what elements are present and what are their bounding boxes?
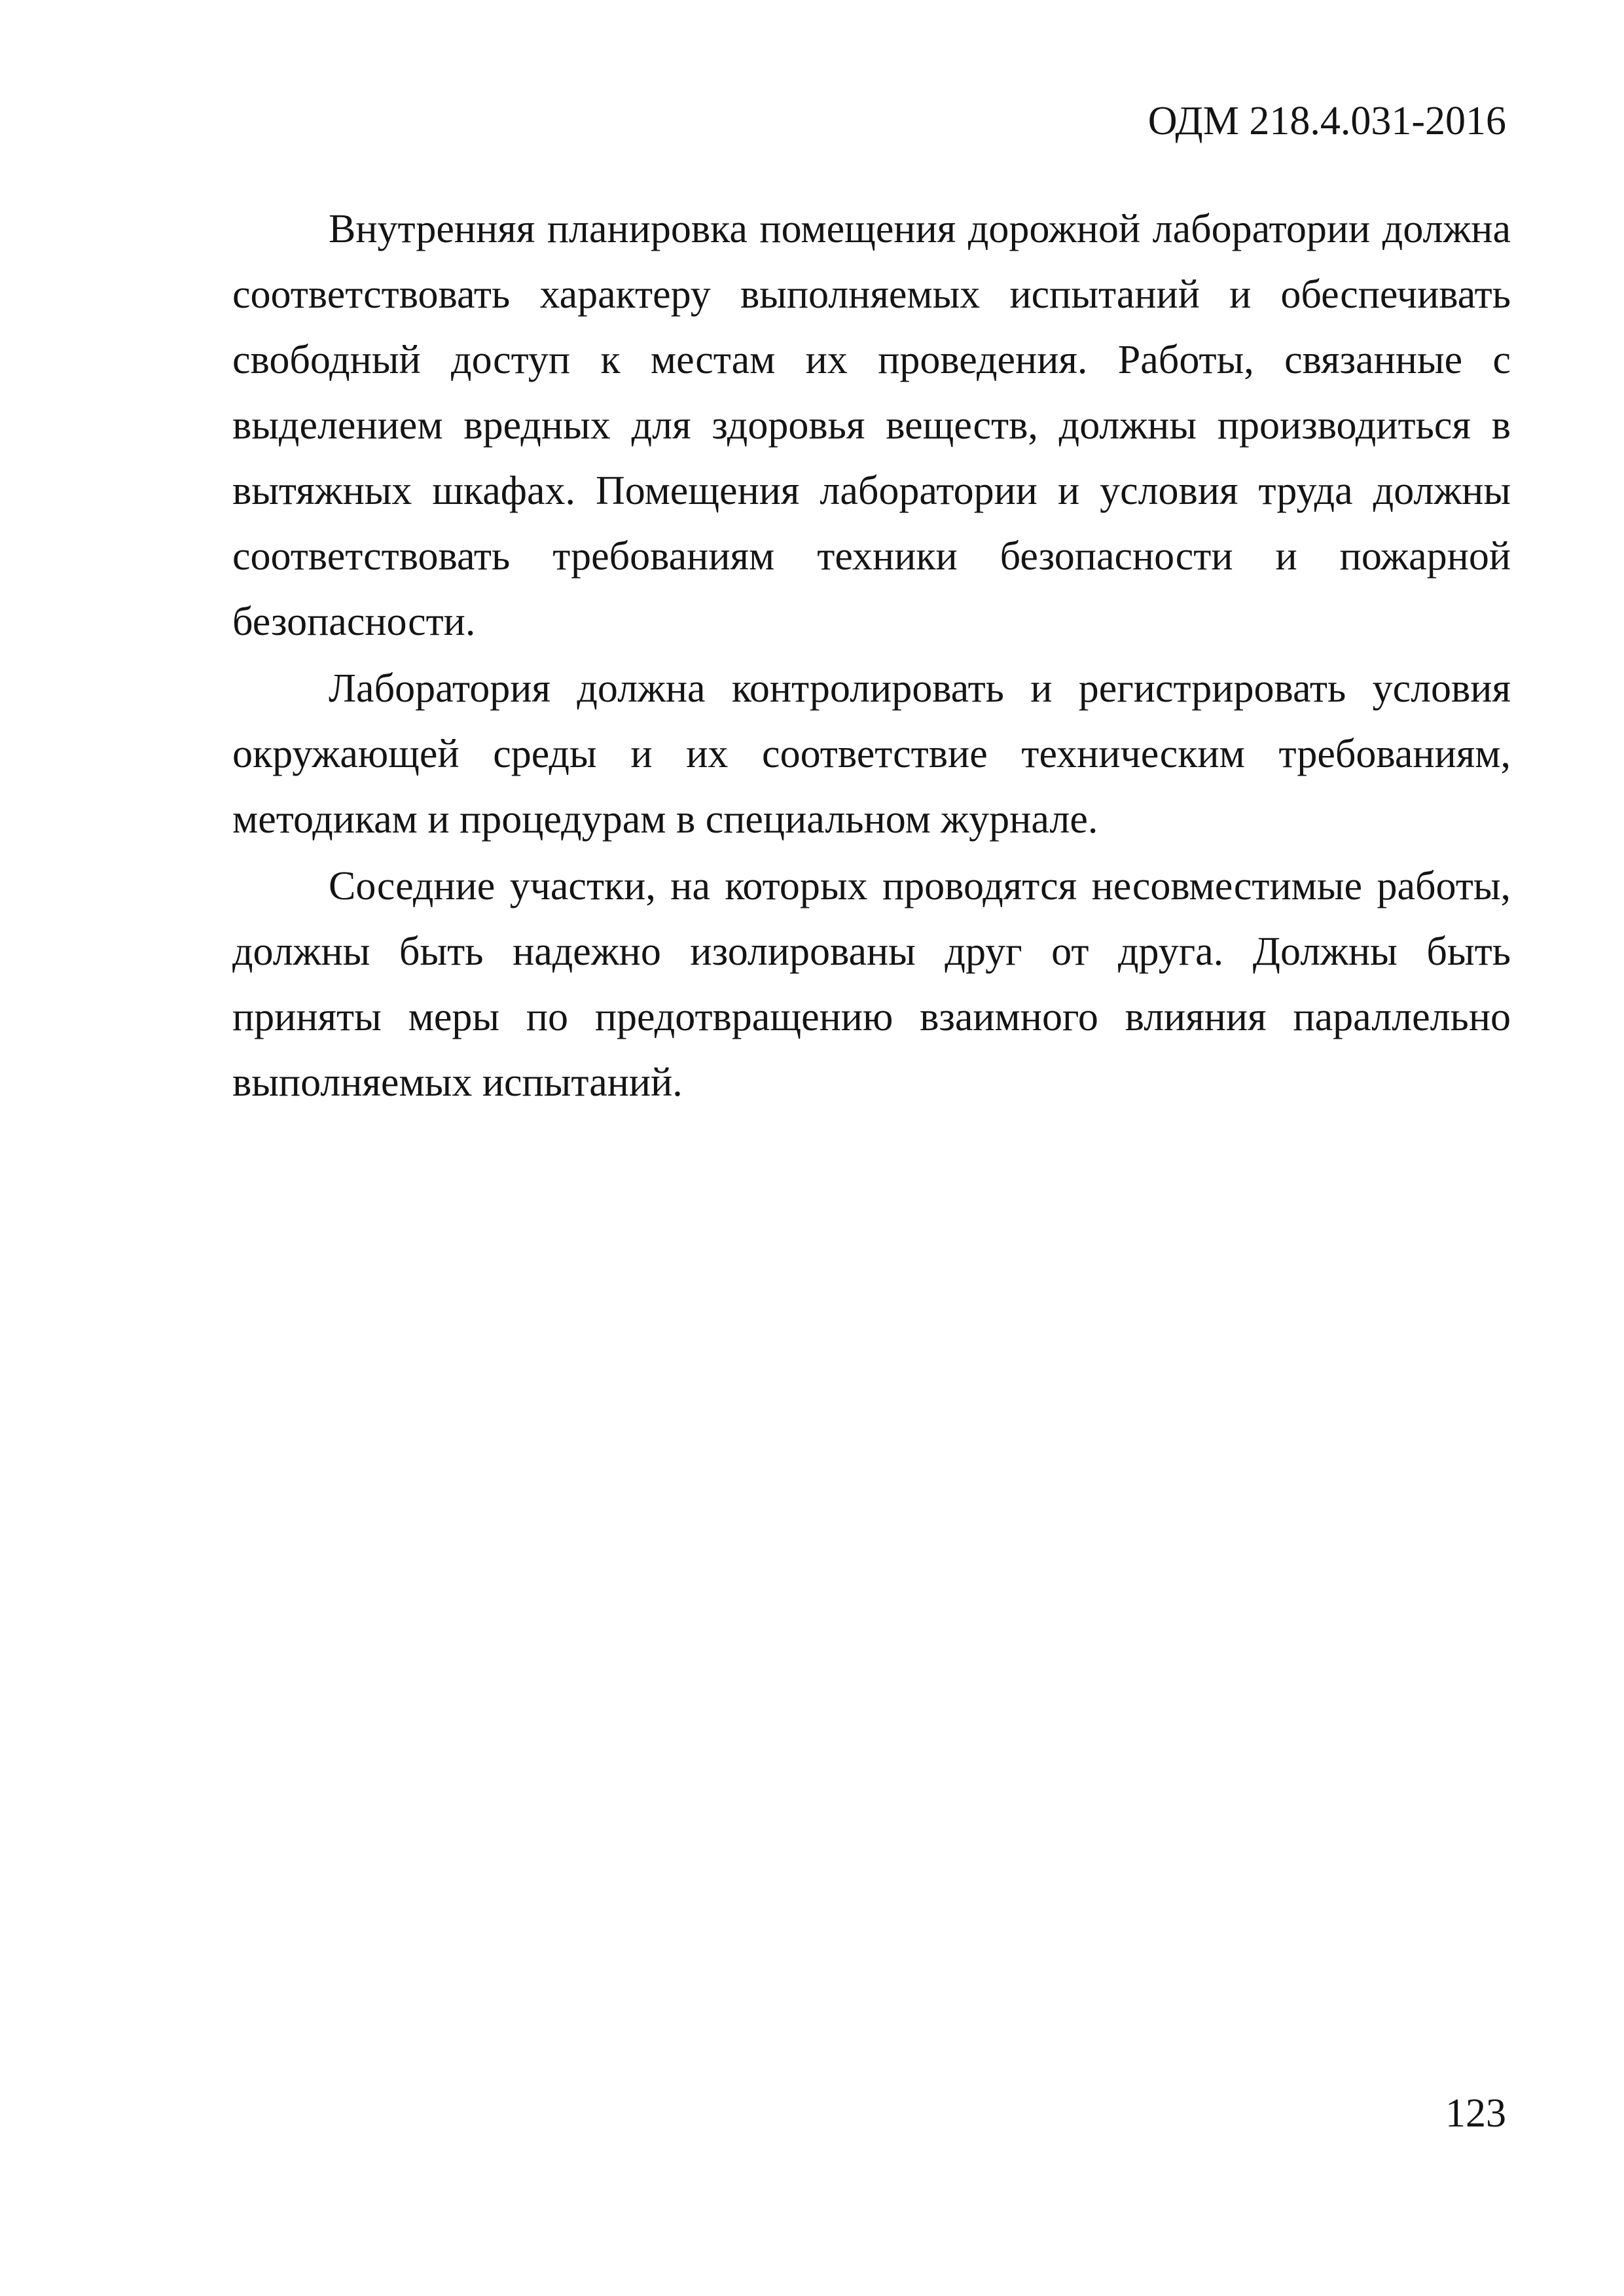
paragraph-environment-control: Лаборатория должна контролировать и регистрировать условия окружающей среды и их соответствие техническим требованиям, методикам и процедурам в специальном журнале. xyxy=(232,666,1511,842)
paragraph-lab-layout: Внутренняя планировка помещения дорожной лаборатории должна соответствовать характеру выполняемых испытаний и обеспечивать свободный доступ к местам их проведения. Работы, связанные с выделением вредных для здоровья веществ, должны производиться в вытяжных шкафах. Помещения лаборатории и условия труда должны соответствовать требованиям техники безопасности и пожарной безопасности. xyxy=(232,207,1511,644)
paragraph-isolation: Соседние участки, на которых проводятся несовместимые работы, должны быть надежно изолированы друг от друга. Должны быть приняты меры по предотвращению взаимного влияния параллельно выполняемых испытаний. xyxy=(232,864,1511,1105)
page-number: 123 xyxy=(1445,2091,1506,2136)
body-text xyxy=(232,196,1511,1117)
document-code-header: ОДМ 218.4.031-2016 xyxy=(1147,99,1506,143)
